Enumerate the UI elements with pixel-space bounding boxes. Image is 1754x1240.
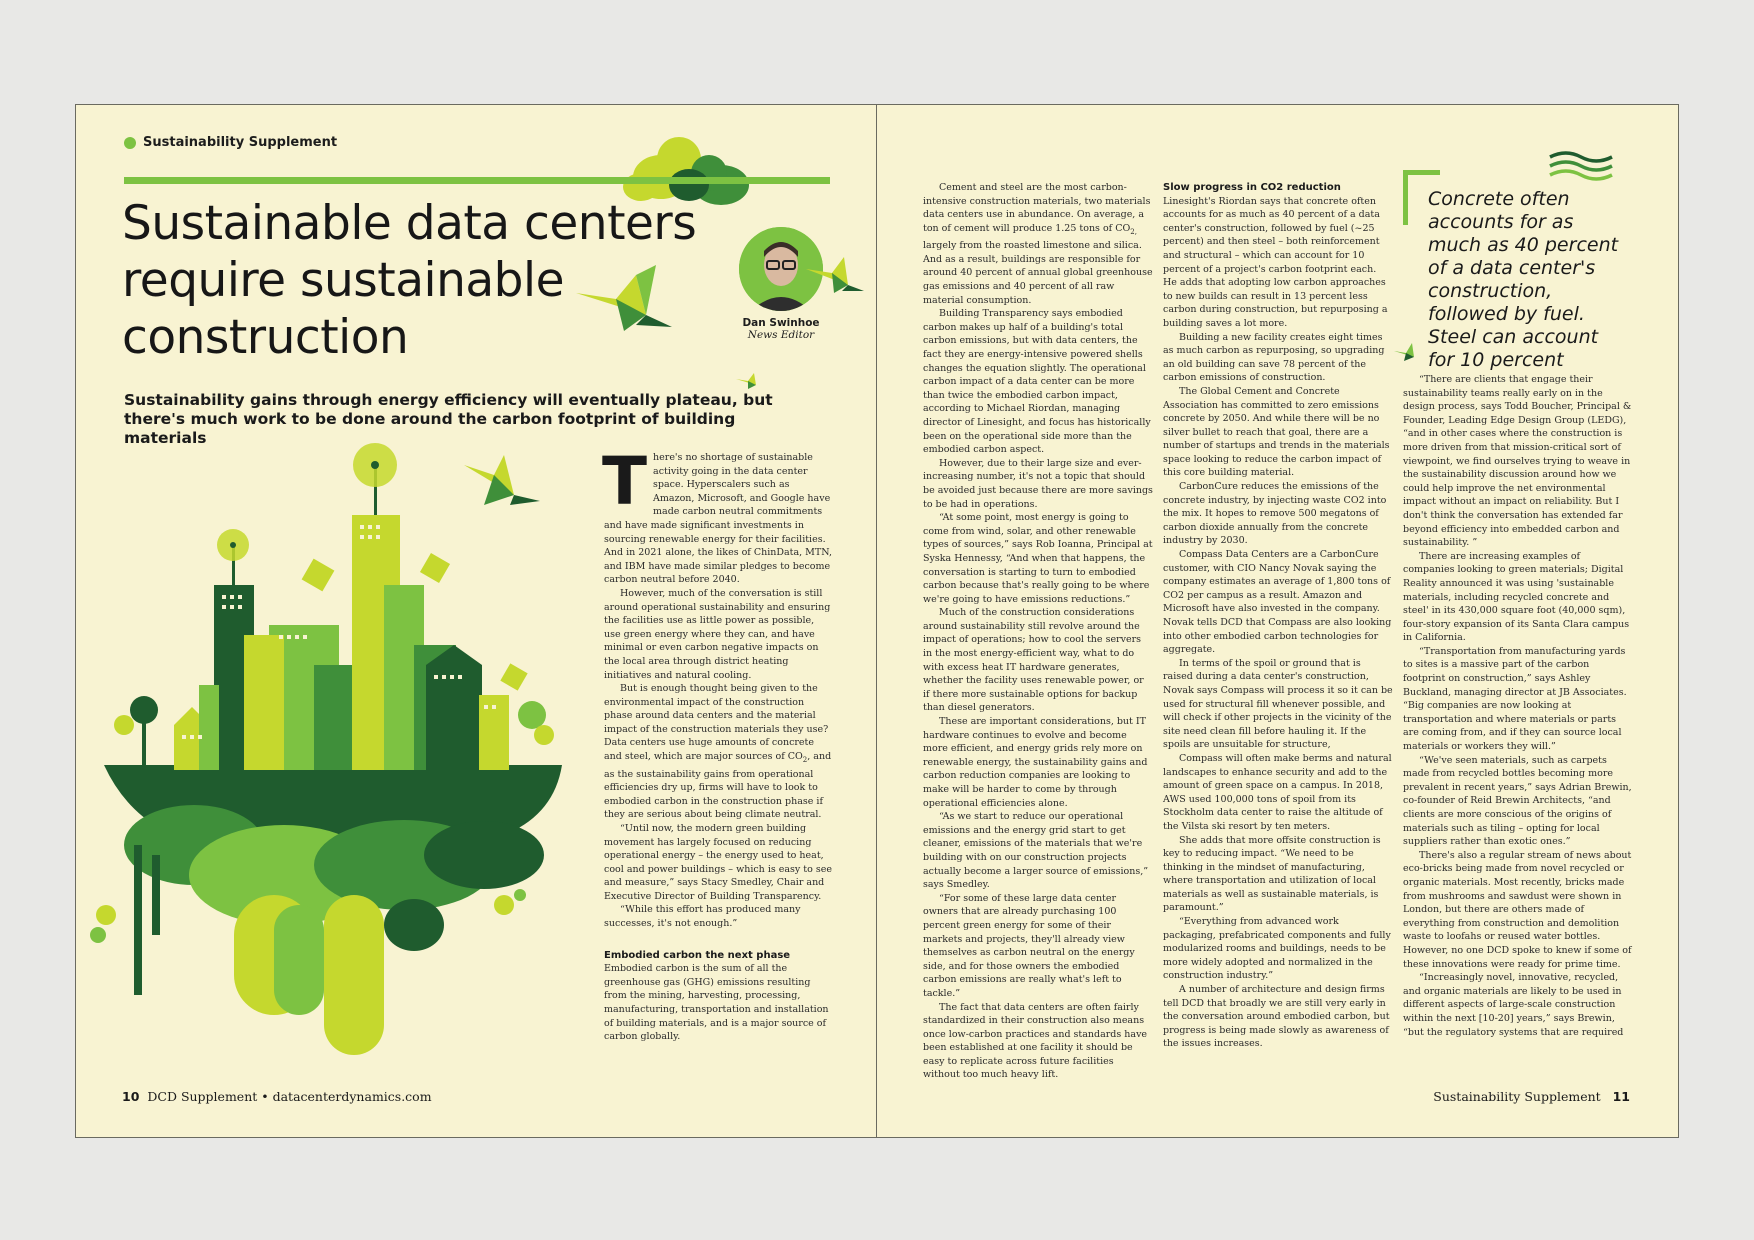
paragraph: “There are clients that engage their sustainability teams really early on in the design process, says Todd Boucher, Principal & Founder, Leading Edge Design Group (LEDG), “and in other cases where the construction is more driven from that mission-critical sort of viewpoint, we find ourselves trying to weave in the sustainability discussion around how we could help improve the net environmental impact without an impact on reliability. But I don't think the conversation has extended far beyond efficiency into embedded carbon and sustainability. ” <box>1403 374 1632 549</box>
paragraph: The Global Cement and Concrete Association has committed to zero emissions concrete by 2050. And while there will be no silver bullet to reach that goal, there are a number of startups and trends in the materials space looking to reduce the carbon impact of this core building material. <box>1163 385 1390 479</box>
page-number: 10 <box>122 1089 140 1104</box>
pull-quote <box>1403 170 1627 371</box>
author-role: News Editor <box>747 329 815 341</box>
bird-icon <box>576 265 676 335</box>
bird-icon <box>1394 343 1420 361</box>
paragraph: “While this effort has produced many successes, it's not enough.” <box>604 904 801 930</box>
paragraph: Embodied carbon is the sum of all the greenhouse gas (GHG) emissions resulting from the mining, harvesting, processing, manufacturing, transportation and installation of building materials, and is a major source of carbon globally. <box>604 963 829 1043</box>
folio-left <box>122 1089 432 1104</box>
paragraph: The fact that data centers are often fairly standardized in their construction also means once low-carbon practices and standards have been established at one facility it should be easy to replicate across future facilities without too much heavy lift. <box>923 1001 1148 1081</box>
folio-text: DCD Supplement • datacenterdynamics.com <box>147 1089 432 1104</box>
folio-text: Sustainability Supplement <box>1433 1089 1601 1104</box>
kicker-dot-icon <box>124 137 136 149</box>
paragraph: Compass Data Centers are a CarbonCure customer, with CIO Nancy Novak saying the company estimates an average of 1,800 tons of CO2 per campus as a result. Amazon and Microsoft have also invested in the company. Novak tells DCD that Compass are also looking into other embodied carbon technologies for aggregate. <box>1163 549 1392 656</box>
article-column-1 <box>602 443 832 1044</box>
article-column-3 <box>1163 181 1393 1051</box>
paragraph: There are increasing examples of companies looking to green materials; Digital Reality announced it was using 'sustainable materials, including recycled concrete and steel' in its 430,000 square foot (40,000 sqm), four-story expansion of its Santa Clara campus in California. <box>1403 550 1630 644</box>
paragraph: “For some of these large data center owners that are already purchasing 100 percent green energy for some of their markets and projects, they'll already view themselves as carbon neutral on the energy side, and for those owners the embodied carbon emissions are really what's left to tackle.” <box>923 892 1135 999</box>
bird-icon <box>736 373 762 389</box>
paragraph: “Increasingly novel, innovative, recycled, and organic materials are likely to be used in different aspects of large-scale construction within the next [10-20] years,” says Brewin, “but the regulatory systems that are required <box>1403 972 1624 1038</box>
paragraph: Linesight's Riordan says that concrete often accounts for as much as 40 percent of a data center's construction, followed by fuel (~25 percent) and then steel – both reinforcement and structural – which can account for 10 percent of a project's carbon footprint each. He adds that adopting low carbon approaches to new builds can result in 13 percent less carbon during construction, but repurposing a building saves a lot more. <box>1163 195 1388 329</box>
paragraph: CarbonCure reduces the emissions of the concrete industry, by injecting waste CO2 into the mix. It hopes to remove 500 megatons of carbon dioxide annually from the concrete industry by 2030. <box>1163 481 1387 547</box>
paragraph: “At some point, most energy is going to come from wind, solar, and other renewable types of sources,” says Rob Ioanna, Principal at Syska Hennessy, “And when that happens, the conversation is starting to turn to embodied carbon because that's really going to be where we're going to have emissions reductions.” <box>923 512 1153 605</box>
eco-city-illustration <box>84 435 604 1100</box>
waves-icon <box>1548 151 1614 181</box>
paragraph: Cement and steel are the most carbon-intensive construction materials, two materials data centers use in abundance. On average, a ton of cement will produce 1.25 tons of $CO_{2,}$ largely from the roasted limestone and silica. And as a result, buildings are responsible for around 40 percent of annual global greenhouse gas emissions and 40 percent of all raw material consumption. <box>923 182 1153 306</box>
page-title: Sustainable data centers require sustainable construction <box>122 196 697 365</box>
paragraph: In terms of the spoil or ground that is raised during a data center's construction, Novak says Compass will process it so it can be used for structural fill whenever possible, and will check if other projects in the vicinity of the site need clean fill before hauling it. If the spoils are unsuitable for structure, <box>1163 657 1393 751</box>
drop-cap: T <box>602 443 648 520</box>
paragraph: “We've seen materials, such as carpets made from recycled bottles becoming more prevalent in recent years,” says Adrian Brewin, co-founder of Reid Brewin Architects, “and clients are more conscious of the origins of materials such as tiling – opting for local suppliers rather than exotic ones.” <box>1403 754 1632 848</box>
paragraph: “Transportation from manufacturing yards to sites is a massive part of the carbon footprint on construction,” says Ashley Buckland, managing director at JB Associates. “Big companies are now looking at transportation and where materials or parts are coming from, and if they can source local materials or workers they will.” <box>1403 645 1627 753</box>
folio-right <box>1433 1089 1630 1104</box>
author-name: Dan Swinhoe <box>742 317 820 329</box>
bird-icon <box>806 255 866 295</box>
paragraph: She adds that more offsite construction is key to reducing impact. “We need to be thinking in the mindset of manufacturing, where transportation and utilization of local materials as well as sustainable materials, is paramount.” <box>1163 834 1381 914</box>
paragraph: “Everything from advanced work packaging, prefabricated components and fully modularized rooms and buildings, needs to be more widely adopted and normalized in the construction industry.” <box>1163 916 1391 982</box>
kicker-label: Sustainability Supplement <box>143 135 338 150</box>
subheading: Embodied carbon the next phase <box>604 949 791 961</box>
pull-quote-text: Concrete often accounts for as much as 40 percent of a data center's construction, followed by fuel. Steel can account for 10 percent <box>1428 188 1619 371</box>
paragraph: here's no shortage of sustainable activity going in the data center space. Hyperscalers such as Amazon, Microsoft, and Google have made carbon neutral commitments and have made significant investments in sourcing renewable energy for their facilities. And in 2021 alone, the likes of ChinData, MTN, and IBM have made similar pledges to become carbon neutral before 2040. <box>604 452 832 586</box>
header-rule <box>124 177 830 184</box>
paragraph: Much of the construction considerations around sustainability still revolve around the impact of operations; how to cool the servers in the most energy-efficient way, what to do with excess heat IT hardware generates, whether the facility uses renewable power, or if there more sustainable options for backup than diesel generators. <box>923 607 1144 714</box>
paragraph: But is enough thought being given to the environmental impact of the construction phase around data centers and the material impact of the construction materials they use? Data centers use huge amounts of concrete and steel, which are major sources of $CO_2$, and as the sustainability gains from operational efficiencies dry up, firms will have to look to embodied carbon in the construction phase if they are serious about being climate neutral. <box>604 683 832 821</box>
page-spine <box>876 105 877 1137</box>
paragraph: However, much of the conversation is still around operational sustainability and ensuring the facilities use as little power as possible, use green energy where they can, and have minimal or even carbon negative impacts on the local area through district heating initiatives and natural cooling. <box>604 587 831 681</box>
paragraph: Compass will often make berms and natural landscapes to enhance security and add to the amount of green space on a campus. In 2018, AWS used 100,000 tons of spoil from its Stockholm data center to raise the altitude of the Vilsta ski resort by ten meters. <box>1163 752 1392 832</box>
magazine-spread <box>75 104 1679 1138</box>
paragraph: Building Transparency says embodied carbon makes up half of a building's total carbon emissions, but with data centers, the fact they are energy-intensive powered shells changes the equation slightly. The operational carbon impact of a data center can be more than twice the embodied carbon impact, according to Michael Riordan, managing director of Linesight, and focus has historically been on the operational side more than the embodied carbon aspect. <box>923 308 1151 456</box>
page-number: 11 <box>1612 1089 1630 1104</box>
paragraph: A number of architecture and design firms tell DCD that broadly we are still very early in the conversation around embodied carbon, but progress is being made slowly as awareness of the issues increases. <box>1163 984 1390 1050</box>
article-column-2 <box>923 181 1153 1082</box>
standfirst: Sustainability gains through energy efficiency will eventually plateau, but there's much work to be done around the carbon footprint of building materials <box>124 391 773 447</box>
article-column-4 <box>1403 373 1633 1039</box>
paragraph: These are important considerations, but IT hardware continues to evolve and become more efficient, and energy grids rely more on renewable energy, the sustainability gains and carbon reduction companies are looking to make will be harder to come by through operational efficiencies alone. <box>923 716 1148 809</box>
section-kicker <box>124 135 337 150</box>
paragraph: Building a new facility creates eight times as much carbon as repurposing, so upgrading an old building can save 78 percent of the carbon emissions of construction. <box>1163 331 1385 384</box>
subheading: Slow progress in CO2 reduction <box>1163 182 1341 193</box>
paragraph: “As we start to reduce our operational emissions and the energy grid start to get cleaner, emissions of the materials that we're building with on our construction projects actually become a larger source of emissions,” says Smedley. <box>923 811 1149 891</box>
paragraph: However, due to their large size and ever-increasing number, it's not a topic that should be avoided just because there are more savings to be had in operations. <box>923 457 1153 510</box>
paragraph: “Until now, the modern green building movement has largely focused on reducing operational energy – the energy used to heat, cool and power buildings – which is easy to see and measure,” says Stacy Smedley, Chair and Executive Director of Building Transparency. <box>604 822 832 902</box>
paragraph: There's also a regular stream of news about eco-bricks being made from novel recycled or organic materials. Most recently, bricks made from mushrooms and sawdust were shown in London, but there are others made of everything from construction and demolition waste to loofahs or reused water bottles. However, no one DCD spoke to knew if some of these innovations were ready for prime time. <box>1403 849 1632 970</box>
